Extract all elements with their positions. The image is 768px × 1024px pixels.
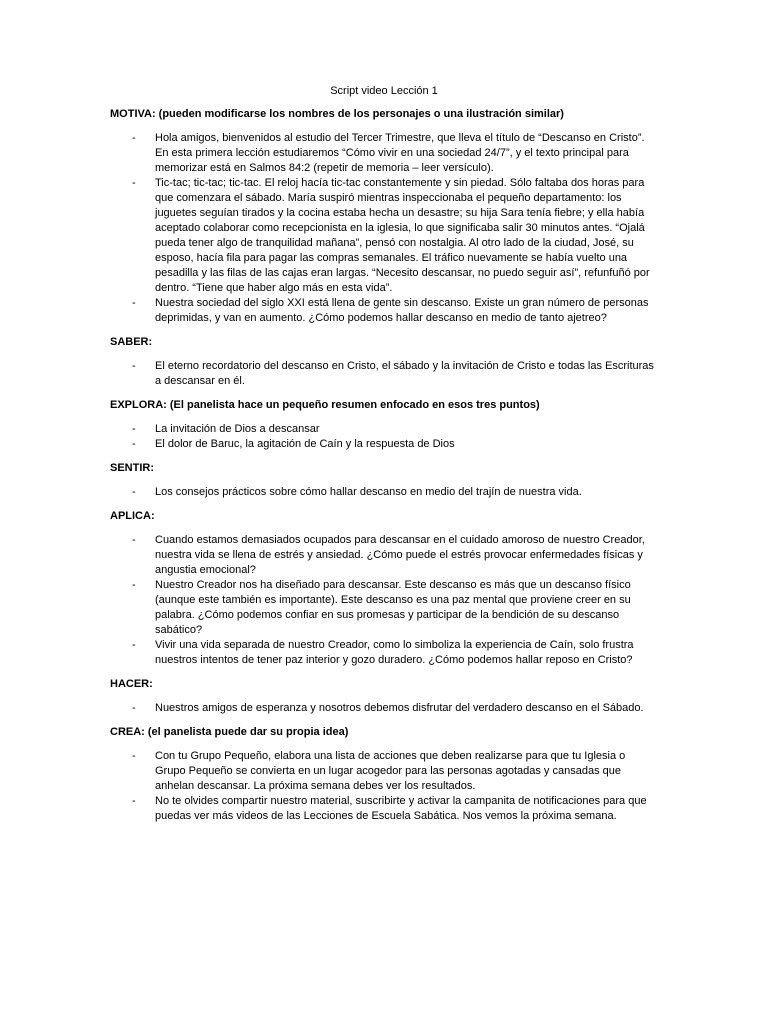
bullet-list [110,485,658,500]
bullet-dash-icon: - [132,360,136,372]
bullet-dash-icon: - [132,297,136,309]
section-heading: APLICA: [110,510,155,522]
list-item [110,701,658,716]
list-item [110,131,658,176]
list-item [110,794,658,824]
bullet-dash-icon: - [132,534,136,546]
section-heading: CREA: (el panelista puede dar su propia idea) [110,726,349,738]
bullet-dash-icon: - [132,423,136,435]
bullet-list [110,359,658,389]
section-heading: HACER: [110,678,153,690]
list-item-text: Hola amigos, bienvenidos al estudio del Tercer Trimestre, que lleva el título de “Descanso en Cristo”. En esta primera lección estudiaremos “Cómo vivir en una sociedad 24/7”, y el texto principal para memorizar está en Salmos 84:2 (repetir de memoria – leer versículo). [155,132,645,174]
list-item [110,749,658,794]
section-heading: MOTIVA: (pueden modificarse los nombres de los personajes o una ilustración similar) [110,108,564,120]
bullet-dash-icon: - [132,750,136,762]
bullet-list [110,422,658,452]
list-item-text: La invitación de Dios a descansar [155,423,320,435]
list-item-text: Tic-tac; tic-tac; tic-tac. El reloj hacía tic-tac constantemente y sin piedad. Sólo faltaba dos horas para que comenzara el sábado. María suspiró mientras inspeccionaba el pequeño departamento: los juguetes seguían tirados y la cocina estaba hecha un desastre; su hija Sara tenía fiebre; y ella había aceptado colaborar como recepcionista en la iglesia, lo que significaba salir 30 minutos antes. “Ojalá pueda tener algo de tranquilidad mañana”, pensó con nostalgia. Al otro lado de la ciudad, José, su esposo, hacía fila para pagar las compras semanales. El tráfico nuevamente se había vuelto una pesadilla y las filas de las cajas eran largas. “Necesito descansar, no puedo seguir así”, refunfuñó por dentro. “Tiene que haber algo más en esta vida”. [155,177,650,294]
list-item-text: Nuestra sociedad del siglo XXI está llena de gente sin descanso. Existe un gran número de personas deprimidas, y van en aumento. ¿Cómo podemos hallar descanso en medio de tanto ajetreo? [155,297,649,324]
bullet-dash-icon: - [132,795,136,807]
document-body [110,107,658,824]
list-item-text: Nuestro Creador nos ha diseñado para descansar. Este descanso es más que un descanso físico (aunque este también es importante). Este descanso es una paz mental que proviene creer en su palabra. ¿Cómo podemos confiar en sus promesas y participar de la bendición de su descanso sabático? [155,579,631,636]
list-item-text: El dolor de Baruc, la agitación de Caín y la respuesta de Dios [155,438,455,450]
bullet-dash-icon: - [132,132,136,144]
document-page [110,84,658,833]
list-item [110,578,658,638]
document-title: Script video Lección 1 [330,85,438,97]
list-item-text: Cuando estamos demasiados ocupados para descansar en el cuidado amoroso de nuestro Creador, nuestra vida se llena de estrés y ansiedad. ¿Cómo puede el estrés provocar enfermedades físicas y angustia emocional? [155,534,645,576]
bullet-dash-icon: - [132,177,136,189]
list-item [110,533,658,578]
list-item [110,359,658,389]
list-item-text: Con tu Grupo Pequeño, elabora una lista de acciones que deben realizarse para que tu Iglesia o Grupo Pequeño se convierta en un lugar acogedor para las personas agotadas y cansadas que anhelan descansar. La próxima semana debes ver los resultados. [155,750,626,792]
list-item-text: Nuestros amigos de esperanza y nosotros debemos disfrutar del verdadero descanso en el Sábado. [155,702,644,714]
section-heading: EXPLORA: (El panelista hace un pequeño resumen enfocado en esos tres puntos) [110,399,540,411]
list-item-text: El eterno recordatorio del descanso en Cristo, el sábado y la invitación de Cristo e todas las Escrituras a descansar en él. [155,360,654,387]
bullet-list [110,131,658,326]
list-item-text: Los consejos prácticos sobre cómo hallar descanso en medio del trajín de nuestra vida. [155,486,582,498]
bullet-list [110,749,658,824]
section-heading: SABER: [110,336,153,348]
list-item-text: Vivir una vida separada de nuestro Creador, como lo simboliza la experiencia de Caín, solo frustra nuestros intentos de tener paz interior y gozo duradero. ¿Cómo podemos hallar reposo en Cristo? [155,639,634,666]
list-item [110,296,658,326]
bullet-dash-icon: - [132,639,136,651]
bullet-list [110,701,658,716]
list-item-text: No te olvides compartir nuestro material, suscribirte y activar la campanita de notificaciones para que puedas ver más videos de las Lecciones de Escuela Sabática. Nos vemos la próxima semana. [155,795,647,822]
list-item [110,176,658,296]
section-heading: SENTIR: [110,462,154,474]
list-item [110,422,658,437]
list-item [110,437,658,452]
list-item [110,638,658,668]
bullet-list [110,533,658,668]
bullet-dash-icon: - [132,702,136,714]
bullet-dash-icon: - [132,579,136,591]
list-item [110,485,658,500]
bullet-dash-icon: - [132,438,136,450]
bullet-dash-icon: - [132,486,136,498]
